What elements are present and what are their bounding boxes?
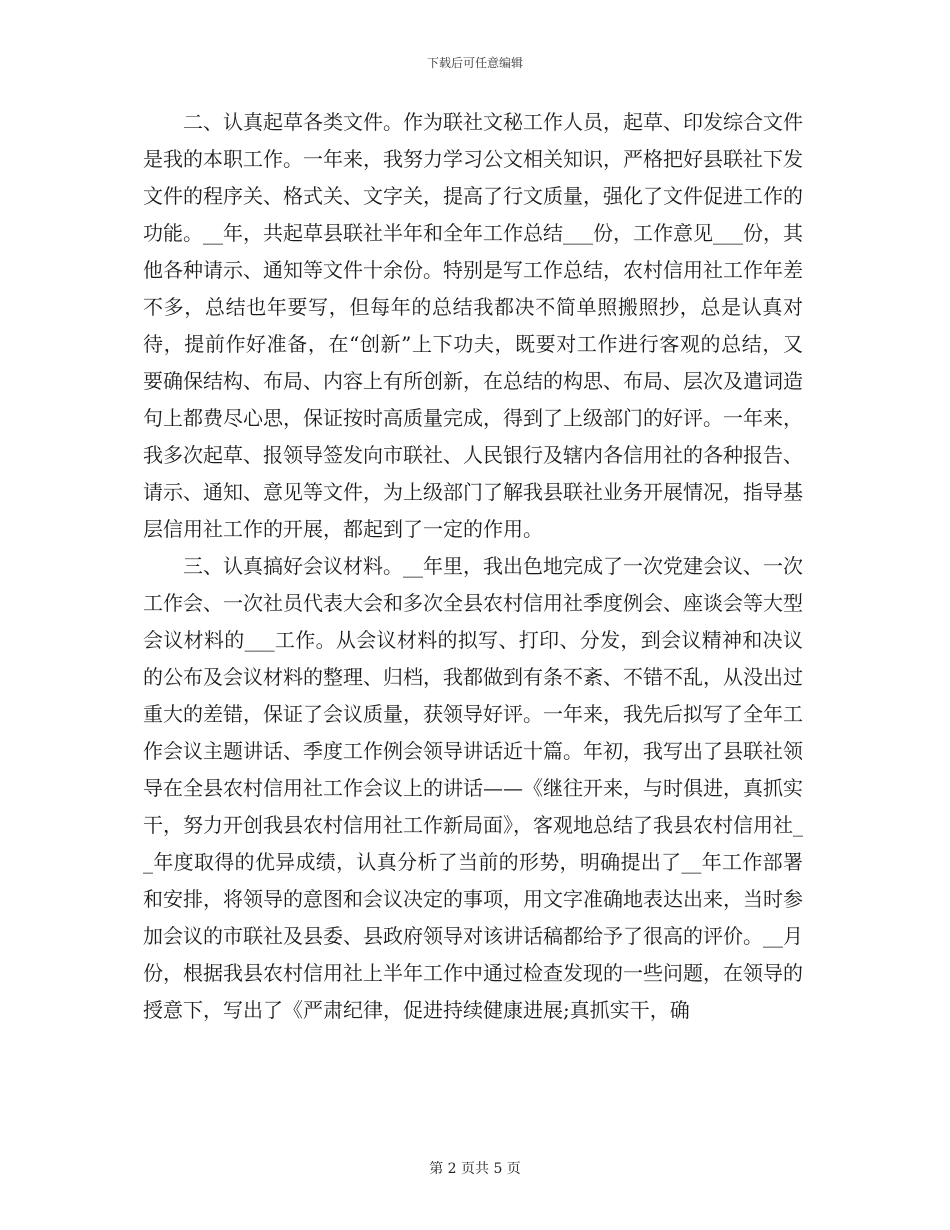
paragraph-drafting-documents: 二、认真起草各类文件。作为联社文秘工作人员，起草、印发综合文件是我的本职工作。一年来，我努力学习公文相关知识，严格把好县联社下发文件的程序关、格式关、文字关，提高了行文质量，强化了文件促进工作的功能。__年，共起草县联社半年和全年工作总结___份，工作意见___份，其他各种请示、通知等文件十余份。特别是写工作总结，农村信用社工作年差不多，总结也年要写，但每年的总结我都决不简单照搬照抄，总是认真对待，提前作好准备，在“创新”上下功夫，既要对工作进行客观的总结，又要确保结构、布局、内容上有所创新，在总结的构思、布局、层次及遣词造句上都费尽心思，保证按时高质量完成，得到了上级部门的好评。一年来，我多次起草、报领导签发向市联社、人民银行及辖内各信用社的各种报告、请示、通知、意见等文件，为上级部门了解我县联社业务开展情况，指导基层信用社工作的开展，都起到了一定的作用。 xyxy=(143,110,803,541)
page-number: 第 2 页共 5 页 xyxy=(429,1161,521,1177)
page-header: 下载后可任意编辑 xyxy=(426,56,523,70)
document-body xyxy=(143,104,803,1029)
paragraph-meeting-materials: 三、认真搞好会议材料。__年里，我出色地完成了一次党建会议、一次工作会、一次社员代表大会和多次全县农村信用社季度例会、座谈会等大型会议材料的___工作。从会议材料的拟写、打印、分发，到会议精神和决议的公布及会议材料的整理、归档，我都做到有条不紊、不错不乱，从没出过重大的差错，保证了会议质量，获领导好评。一年来，我先后拟写了全年工作会议主题讲话、季度工作例会领导讲话近十篇。年初，我写出了县联社领导在全县农村信用社工作会议上的讲话——《继往开来，与时俱进，真抓实干，努力开创我县农村信用社工作新局面》，客观地总结了我县农村信用社__年度取得的优异成绩，认真分析了当前的形势，明确提出了__年工作部署和安排，将领导的意图和会议决定的事项，用文字准确地表达出来，当时参加会议的市联社及县委、县政府领导对该讲话稿都给予了很高的评价。__月份，根据我县农村信用社上半年工作中通过检查发现的一些问题，在领导的授意下，写出了《严肃纪律，促进持续健康进展;真抓实干，确 xyxy=(143,554,803,1022)
